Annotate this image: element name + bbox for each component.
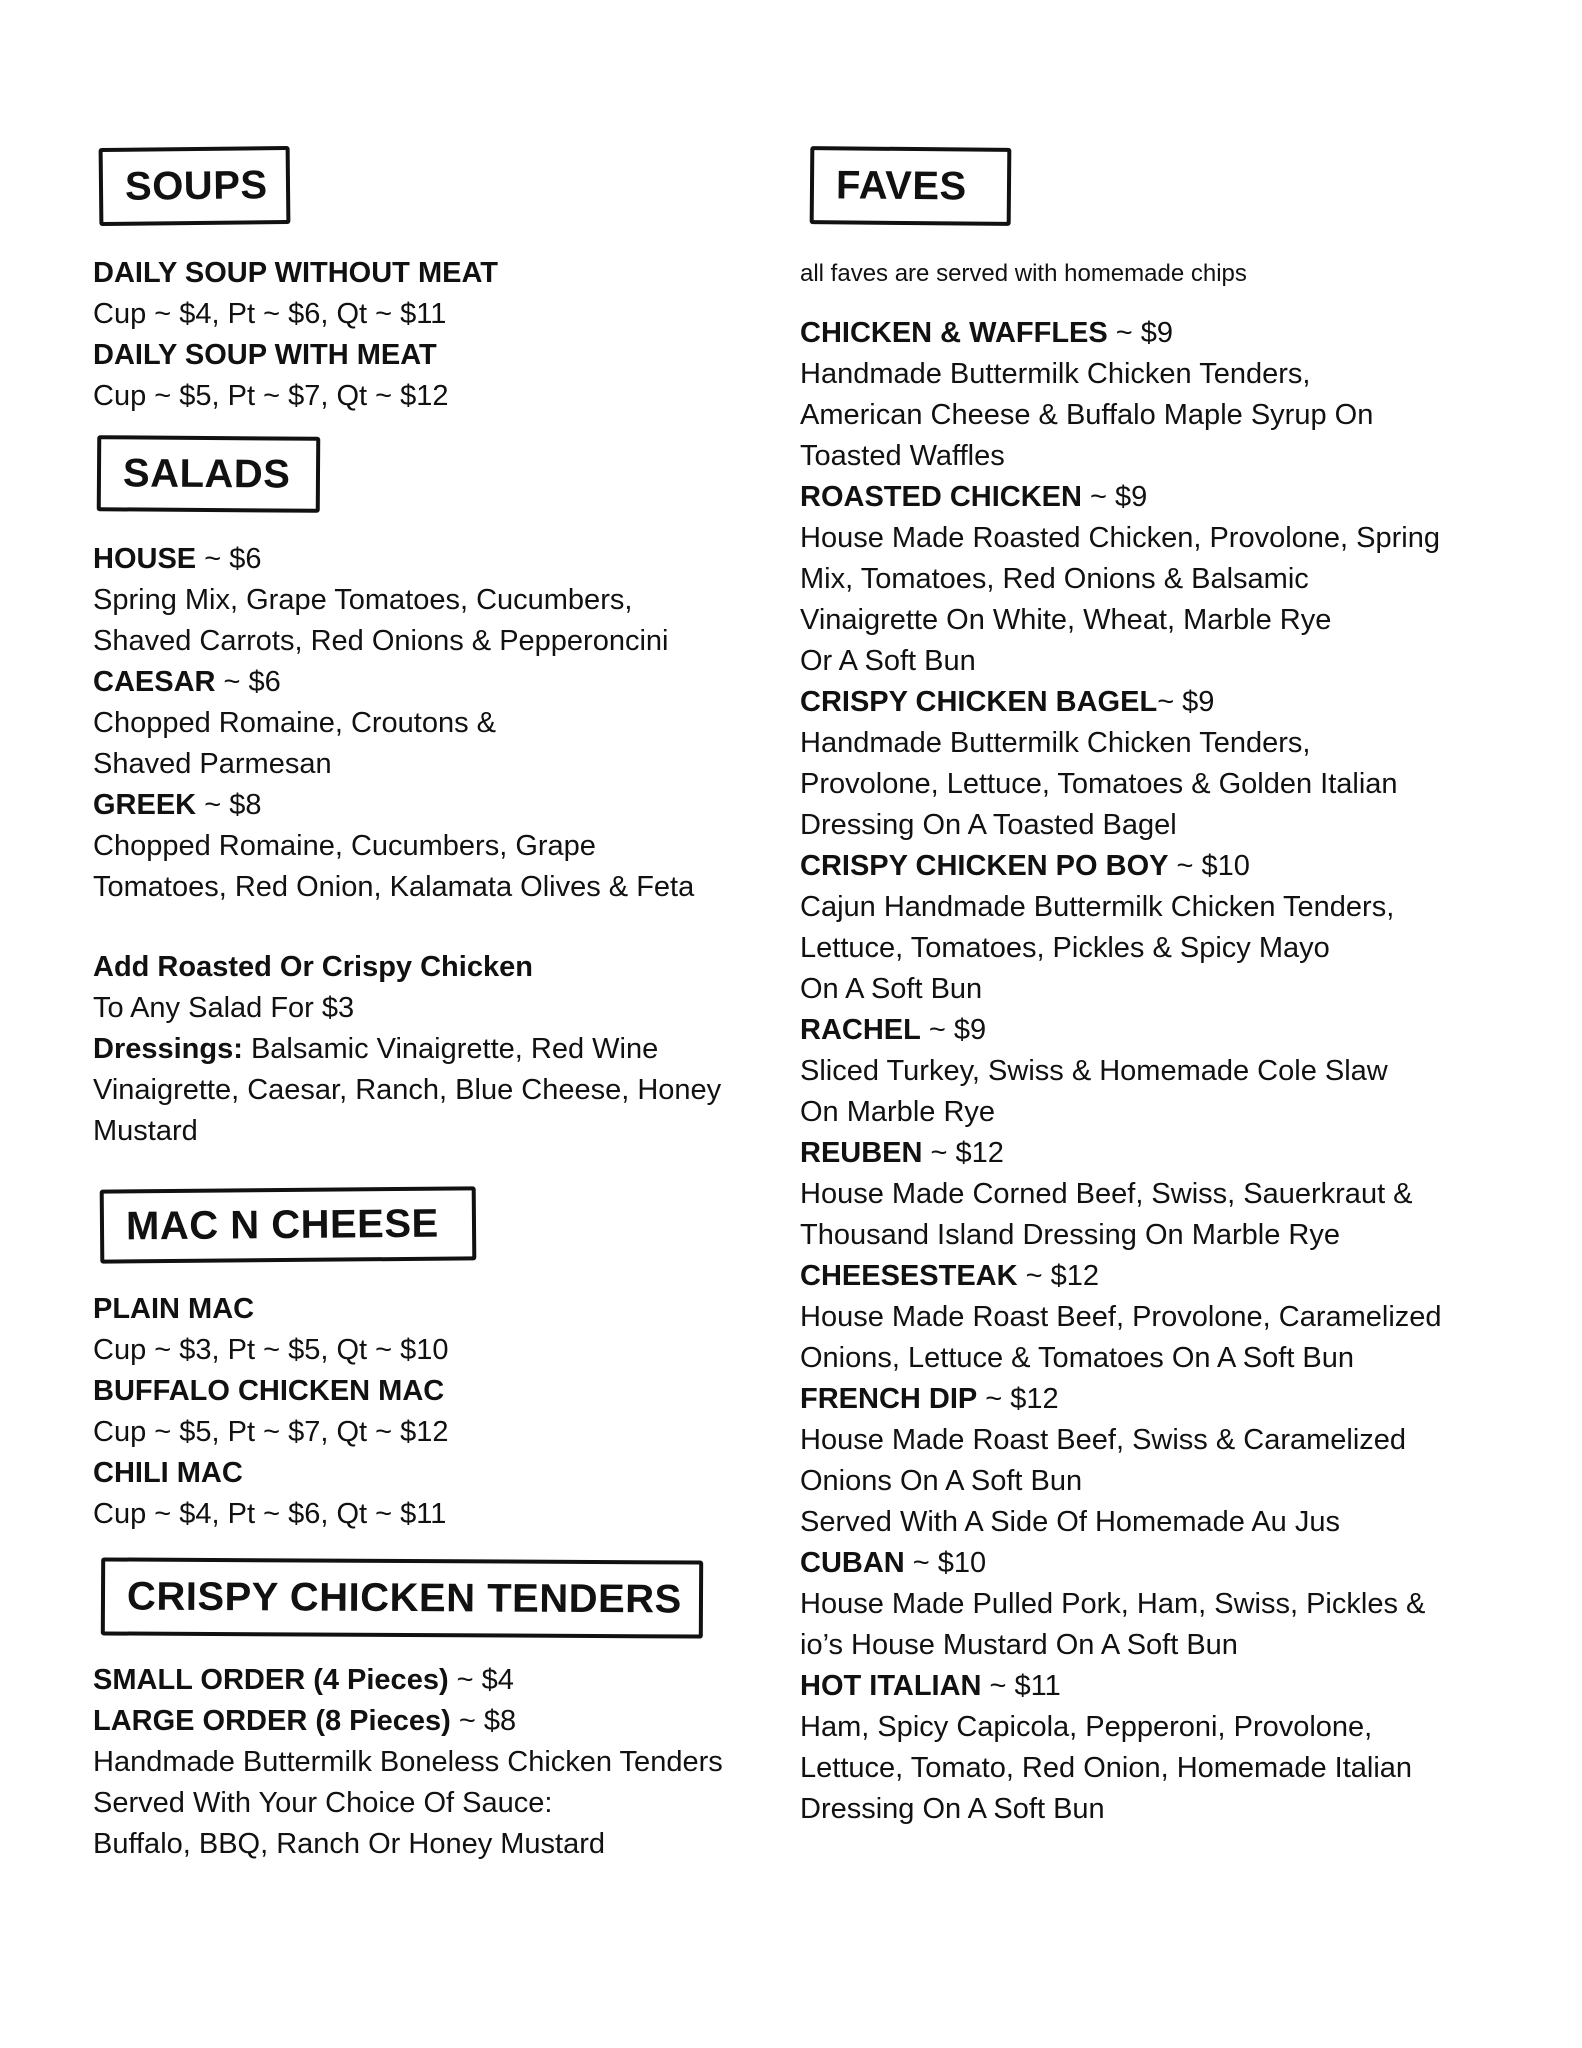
menu-item-title xyxy=(93,1660,723,1701)
menu-item-desc: Shaved Carrots, Red Onions & Pepperoncini xyxy=(93,625,669,657)
menu-item-desc: Mix, Tomatoes, Red Onions & Balsamic xyxy=(800,563,1309,595)
addon-text: To Any Salad For $3 xyxy=(93,992,355,1024)
menu-item-title xyxy=(800,1666,1442,1707)
menu-item-desc: Toasted Waffles xyxy=(800,440,1005,472)
menu-item-desc: Ham, Spicy Capicola, Pepperoni, Provolone, xyxy=(800,1711,1373,1743)
menu-item-title xyxy=(93,539,694,580)
menu-item-price: ~ $9 xyxy=(1107,317,1174,349)
menu-item-desc: Sliced Turkey, Swiss & Homemade Cole Slaw xyxy=(800,1055,1388,1087)
menu-item-name: DAILY SOUP WITH MEAT xyxy=(93,339,437,371)
menu-item-name: CAESAR xyxy=(93,666,216,698)
mac-heading-box xyxy=(100,1186,477,1263)
menu-item-title xyxy=(800,1133,1442,1174)
menu-item-title xyxy=(800,477,1442,518)
soups-list xyxy=(93,253,498,417)
menu-item-title xyxy=(93,785,694,826)
menu-item-desc: On Marble Rye xyxy=(800,1096,996,1128)
menu-item-name: REUBEN xyxy=(800,1137,923,1169)
menu-item-price: ~ $8 xyxy=(450,1705,517,1737)
menu-item-name: CHEESESTEAK xyxy=(800,1260,1018,1292)
menu-item-name: PLAIN MAC xyxy=(93,1293,255,1325)
menu-item-price: ~ $8 xyxy=(196,789,262,821)
menu-item-name: HOT ITALIAN xyxy=(800,1670,982,1702)
menu-item-sizes: Cup ~ $4, Pt ~ $6, Qt ~ $11 xyxy=(93,1498,447,1530)
menu-item-name: CHILI MAC xyxy=(93,1457,243,1489)
faves-heading-box xyxy=(810,146,1012,226)
salads-list xyxy=(93,539,694,908)
menu-item-price: ~ $6 xyxy=(196,543,262,575)
menu-item-desc: Handmade Buttermilk Boneless Chicken Tenders xyxy=(93,1746,723,1778)
mac-list xyxy=(93,1289,449,1535)
menu-item-desc: Provolone, Lettuce, Tomatoes & Golden Italian xyxy=(800,768,1398,800)
salads-heading: SALADS xyxy=(122,450,291,497)
dressings-text: Vinaigrette, Caesar, Ranch, Blue Cheese, Honey xyxy=(93,1074,722,1106)
menu-item-price: ~ $4 xyxy=(448,1664,514,1696)
menu-item-price: ~ $11 xyxy=(981,1670,1061,1702)
menu-item-price: ~ $10 xyxy=(1168,850,1250,882)
mac-heading: MAC N CHEESE xyxy=(125,1201,439,1248)
tenders-list xyxy=(93,1660,723,1865)
soups-heading: SOUPS xyxy=(124,162,268,209)
menu-item-desc: House Made Roasted Chicken, Provolone, Spring xyxy=(800,522,1440,554)
menu-item-name: RACHEL xyxy=(800,1014,921,1046)
menu-item-desc: Onions, Lettuce & Tomatoes On A Soft Bun xyxy=(800,1342,1355,1374)
menu-item-name: CRISPY CHICKEN PO BOY xyxy=(800,850,1169,882)
menu-item-name: DAILY SOUP WITHOUT MEAT xyxy=(93,257,498,289)
menu-item-title xyxy=(800,682,1442,723)
menu-item-desc: Shaved Parmesan xyxy=(93,748,332,780)
menu-item-name: FRENCH DIP xyxy=(800,1383,978,1415)
salads-heading-box xyxy=(97,435,321,513)
menu-item-desc: American Cheese & Buffalo Maple Syrup On xyxy=(800,399,1374,431)
menu-item-desc: Chopped Romaine, Cucumbers, Grape xyxy=(93,830,596,862)
menu-item-title xyxy=(800,1543,1442,1584)
menu-item-desc: Vinaigrette On White, Wheat, Marble Rye xyxy=(800,604,1332,636)
menu-item-desc: Tomatoes, Red Onion, Kalamata Olives & Feta xyxy=(93,871,695,903)
menu-item-desc: Handmade Buttermilk Chicken Tenders, xyxy=(800,358,1311,390)
menu-item-desc: io’s House Mustard On A Soft Bun xyxy=(800,1629,1238,1661)
menu-item-name: SMALL ORDER (4 Pieces) xyxy=(93,1664,449,1696)
menu-item-desc: Thousand Island Dressing On Marble Rye xyxy=(800,1219,1340,1251)
menu-item-name: ROASTED CHICKEN xyxy=(800,481,1082,513)
menu-item-desc: Served With A Side Of Homemade Au Jus xyxy=(800,1506,1340,1538)
faves-note-block xyxy=(800,253,1247,294)
menu-item-desc: Served With Your Choice Of Sauce: xyxy=(93,1787,553,1819)
tenders-heading: CRISPY CHICKEN TENDERS xyxy=(126,1574,682,1621)
menu-item-name: HOUSE xyxy=(93,543,197,575)
tenders-heading-box xyxy=(101,1557,703,1638)
menu-item-desc: Dressing On A Soft Bun xyxy=(800,1793,1105,1825)
menu-item-title xyxy=(800,313,1442,354)
menu-item-desc: Cajun Handmade Buttermilk Chicken Tenders, xyxy=(800,891,1395,923)
faves-list xyxy=(800,313,1442,1830)
menu-item-price: ~ $12 xyxy=(977,1383,1059,1415)
menu-item-desc: Lettuce, Tomato, Red Onion, Homemade Italian xyxy=(800,1752,1413,1784)
menu-item-desc: Chopped Romaine, Croutons & xyxy=(93,707,497,739)
menu-item-name: CHICKEN & WAFFLES xyxy=(800,317,1108,349)
menu-item-name: CRISPY CHICKEN BAGEL xyxy=(800,686,1158,718)
addon-title: Add Roasted Or Crispy Chicken xyxy=(93,951,533,983)
menu-item-title xyxy=(93,1701,723,1742)
faves-heading: FAVES xyxy=(835,162,967,208)
menu-item-sizes: Cup ~ $4, Pt ~ $6, Qt ~ $11 xyxy=(93,298,447,330)
menu-item-sizes: Cup ~ $5, Pt ~ $7, Qt ~ $12 xyxy=(93,1416,449,1448)
dressings-text: Balsamic Vinaigrette, Red Wine xyxy=(242,1033,659,1065)
menu-item-title xyxy=(800,1010,1442,1051)
menu-item-price: ~ $12 xyxy=(922,1137,1004,1169)
menu-item-desc: House Made Roast Beef, Swiss & Caramelized xyxy=(800,1424,1407,1456)
menu-item-price: ~ $6 xyxy=(215,666,281,698)
menu-item-title xyxy=(93,662,694,703)
menu-item-desc: Onions On A Soft Bun xyxy=(800,1465,1083,1497)
menu-item-desc: Or A Soft Bun xyxy=(800,645,976,677)
menu-item-name: GREEK xyxy=(93,789,197,821)
menu-item-price: ~ $9 xyxy=(1157,686,1215,718)
salads-addons xyxy=(93,947,721,1152)
menu-item-price: ~ $12 xyxy=(1017,1260,1099,1292)
menu-item-desc: House Made Corned Beef, Swiss, Sauerkraut & xyxy=(800,1178,1413,1210)
menu-item-price: ~ $9 xyxy=(920,1014,987,1046)
menu-item-desc: Buffalo, BBQ, Ranch Or Honey Mustard xyxy=(93,1828,606,1860)
menu-item-price: ~ $10 xyxy=(904,1547,987,1579)
menu-item-desc: Spring Mix, Grape Tomatoes, Cucumbers, xyxy=(93,584,633,616)
menu-item-price: ~ $9 xyxy=(1081,481,1148,513)
dressings-label: Dressings: xyxy=(93,1033,243,1065)
dressings-line xyxy=(93,1029,721,1070)
menu-item-name: BUFFALO CHICKEN MAC xyxy=(93,1375,445,1407)
menu-item-desc: Dressing On A Toasted Bagel xyxy=(800,809,1177,841)
menu-item-desc: House Made Pulled Pork, Ham, Swiss, Pickles & xyxy=(800,1588,1426,1620)
menu-item-desc: Lettuce, Tomatoes, Pickles & Spicy Mayo xyxy=(800,932,1330,964)
menu-item-desc: House Made Roast Beef, Provolone, Caramelized xyxy=(800,1301,1442,1333)
menu-item-name: LARGE ORDER (8 Pieces) xyxy=(93,1705,451,1737)
dressings-text: Mustard xyxy=(93,1115,198,1147)
menu-item-name: CUBAN xyxy=(800,1547,905,1579)
menu-item-sizes: Cup ~ $3, Pt ~ $5, Qt ~ $10 xyxy=(93,1334,449,1366)
menu-item-desc: On A Soft Bun xyxy=(800,973,983,1005)
menu-item-title xyxy=(800,1256,1442,1297)
menu-item-title xyxy=(800,1379,1442,1420)
menu-item-title xyxy=(800,846,1442,887)
faves-note: all faves are served with homemade chips xyxy=(800,260,1247,287)
menu-item-sizes: Cup ~ $5, Pt ~ $7, Qt ~ $12 xyxy=(93,380,449,412)
soups-heading-box xyxy=(99,146,291,226)
menu-item-desc: Handmade Buttermilk Chicken Tenders, xyxy=(800,727,1311,759)
